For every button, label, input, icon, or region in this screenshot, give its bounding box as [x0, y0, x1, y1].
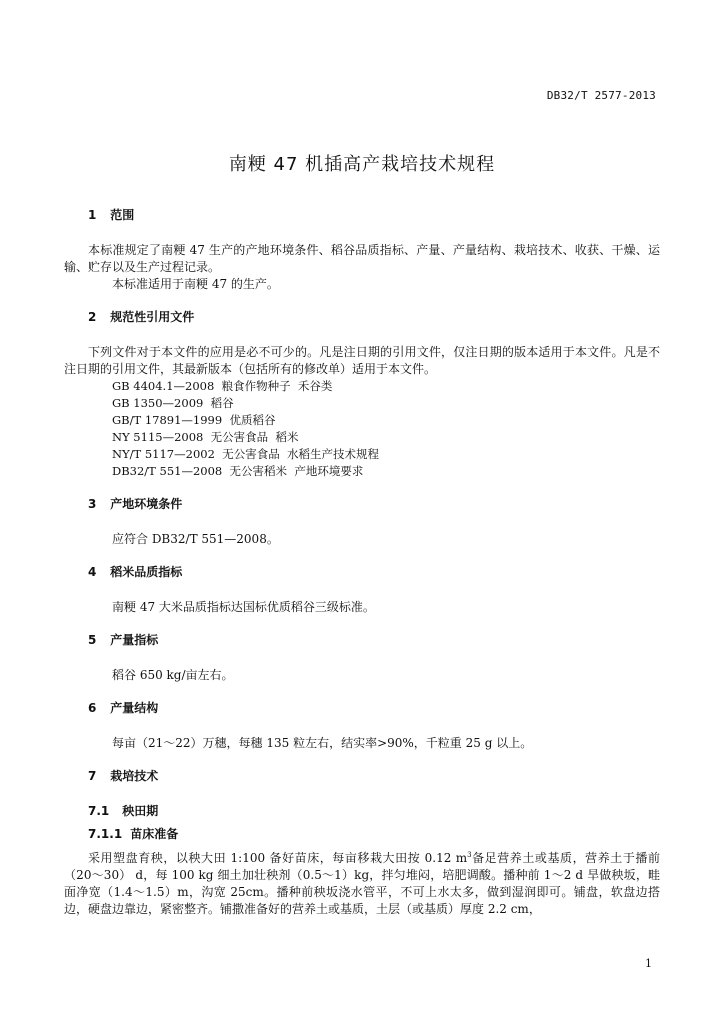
paragraph: 南粳 47 大米品质指标达国标优质稻谷三级标准。 — [112, 600, 375, 614]
section-heading-6: 6 产量结构 — [88, 701, 159, 715]
section-heading-4: 4 稻米品质指标 — [88, 565, 183, 579]
page-number: 1 — [645, 957, 652, 970]
subsection-heading-7-1-1: 7.1.1 苗床准备 — [88, 827, 179, 841]
subsection-heading-7-1: 7.1 秧田期 — [88, 804, 159, 818]
paragraph: 稻谷 650 kg/亩左右。 — [112, 668, 234, 682]
reference-item: GB 4404.1—2008 粮食作物种子 禾谷类 — [112, 379, 333, 393]
page-title: 南粳 47 机插高产栽培技术规程 — [228, 154, 496, 175]
paragraph: 每亩（21～22）万穗，每穗 135 粒左右，结实率>90%，千粒重 25 g 以上。 — [112, 736, 533, 750]
reference-item: GB 1350—2009 稻谷 — [112, 396, 234, 410]
section-heading-1: 1 范围 — [88, 208, 135, 222]
paragraph: 本标准规定了南粳 47 生产的产地环境条件、稻谷品质指标、产量、产量结构、栽培技术、收获、干燥、运输、贮存以及生产过程记录。 — [64, 243, 660, 274]
paragraph: 应符合 DB32/T 551—2008。 — [112, 532, 279, 546]
reference-item: NY/T 5117—2002 无公害食品 水稻生产技术规程 — [112, 447, 380, 461]
section-heading-5: 5 产量指标 — [88, 633, 159, 647]
doc-code: DB32/T 2577-2013 — [546, 89, 656, 102]
reference-item: GB/T 17891—1999 优质稻谷 — [112, 413, 276, 427]
paragraph: 本标准适用于南粳 47 的生产。 — [112, 277, 279, 291]
paragraph: 下列文件对于本文件的应用是必不可少的。凡是注日期的引用文件，仅注日期的版本适用于本文件。凡是不注日期的引用文件，其最新版本（包括所有的修改单）适用于本文件。 — [64, 345, 660, 376]
document-body — [64, 207, 660, 918]
section-heading-2: 2 规范性引用文件 — [88, 310, 195, 324]
reference-item: NY 5115—2008 无公害食品 稻米 — [112, 430, 299, 444]
section-heading-3: 3 产地环境条件 — [88, 497, 183, 511]
section-heading-7: 7 栽培技术 — [88, 769, 159, 783]
paragraph: 采用塑盘育秧，以秧大田 1:100 备好苗床，每亩移栽大田按 0.12 $m^3$备足营养土或基质，营养土于播前（20～30） d，每 100 kg 细土加壮秧剂（0.5～1）kg，拌匀堆闷，培肥调酸。播种前 1～2 d 旱做秧坂，畦面净宽（1.4～1.5）m，沟宽 25cm。播种前秧坂浇水管平，不可上水太多，做到湿润即可。铺盘，软盘边搭边，硬盘边靠边，紧密整齐。铺撒准备好的营养土或基质，土层（或基质）厚度 2.2 cm， — [64, 851, 660, 916]
reference-item: DB32/T 551—2008 无公害稻米 产地环境要求 — [112, 464, 364, 478]
